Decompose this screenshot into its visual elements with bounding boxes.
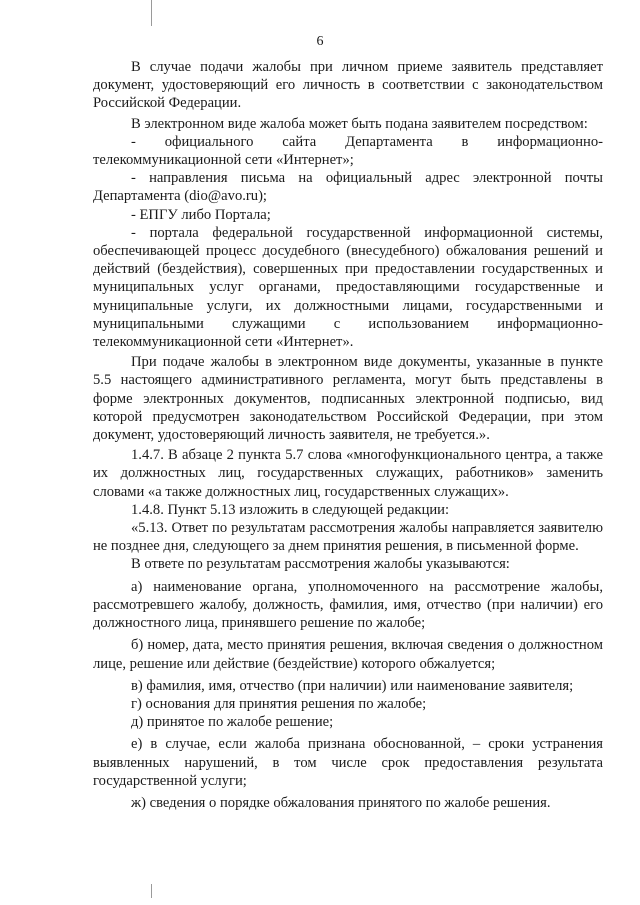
list-item-epgu: - ЕПГУ либо Портала;: [131, 206, 271, 223]
list-item-b: б) номер, дата, место принятия решения, включая сведения о должностном лице, решение или действие (бездействие) которого обжалуется;: [93, 637, 603, 672]
list-item-official-site: - официального сайта Департамента в информационно-телекоммуникационной сети «Интернет»;: [93, 133, 603, 169]
list-item-v: в) фамилия, имя, отчество (при наличии) или наименование заявителя;: [131, 677, 574, 694]
paragraph-electronic-intro: В электронном виде жалоба может быть подана заявителем посредством:: [131, 115, 588, 132]
scan-margin-mark-top: [151, 0, 152, 26]
paragraph-electronic-documents: При подаче жалобы в электронном виде документы, указанные в пункте 5.5 настоящего административного регламента, могут быть представлены в форме электронных документов, подписанных электронной подписью, вид которой предусмотрен законодательством Российской Федерации, при этом документ, удостоверяющий личность заявителя, не требуется.».: [93, 354, 603, 444]
list-item-a: а) наименование органа, уполномоченного на рассмотрение жалобы, рассмотревшего жалобу, должность, фамилия, имя, отчество (при наличии) его должностного лица, принявшего решение по жалобе;: [93, 578, 603, 632]
scan-margin-mark-bottom: [151, 884, 152, 898]
list-item-d: д) принятое по жалобе решение;: [131, 714, 334, 731]
list-item-email: - направления письма на официальный адрес электронной почты Департамента (dio@avo.ru);: [93, 170, 603, 205]
paragraph-5-13: «5.13. Ответ по результатам рассмотрения жалобы направляется заявителю не позднее дня, следующего за днем принятия решения, в письменной форме.: [93, 520, 603, 555]
list-item-e: е) в случае, если жалоба признана обоснованной, – сроки устранения выявленных нарушений, в том числе срок предоставления результата государственной услуги;: [93, 736, 603, 789]
paragraph-answer-intro: В ответе по результатам рассмотрения жалобы указываются:: [131, 556, 510, 573]
page-number: 6: [316, 34, 324, 49]
list-item-g: г) основания для принятия решения по жалобе;: [131, 695, 427, 712]
list-item-zh: ж) сведения о порядке обжалования принятого по жалобе решения.: [131, 794, 551, 811]
paragraph-1-4-8: 1.4.8. Пункт 5.13 изложить в следующей редакции:: [131, 501, 450, 518]
list-item-federal-portal: - портала федеральной государственной информационной системы, обеспечивающей процесс досудебного (внесудебного) обжалования решений и действий (бездействия), совершенных при предоставлении государственных и муниципальных услуг органами, предоставляющими государственные и муниципальные услуги, их должностными лицами, государственными и муниципальными служащими с использованием информационно-телекоммуникационной сети «Интернет».: [93, 224, 603, 351]
paragraph-personal-submission: В случае подачи жалобы при личном приеме заявитель представляет документ, удостоверяющий его личность в соответствии с законодательством Российской Федерации.: [93, 59, 603, 112]
paragraph-1-4-7: 1.4.7. В абзаце 2 пункта 5.7 слова «многофункционального центра, а также их должностных лиц, государственных служащих, работников» заменить словами «а также должностных лиц, государственных служащих».: [93, 447, 603, 500]
document-body: [93, 58, 603, 812]
